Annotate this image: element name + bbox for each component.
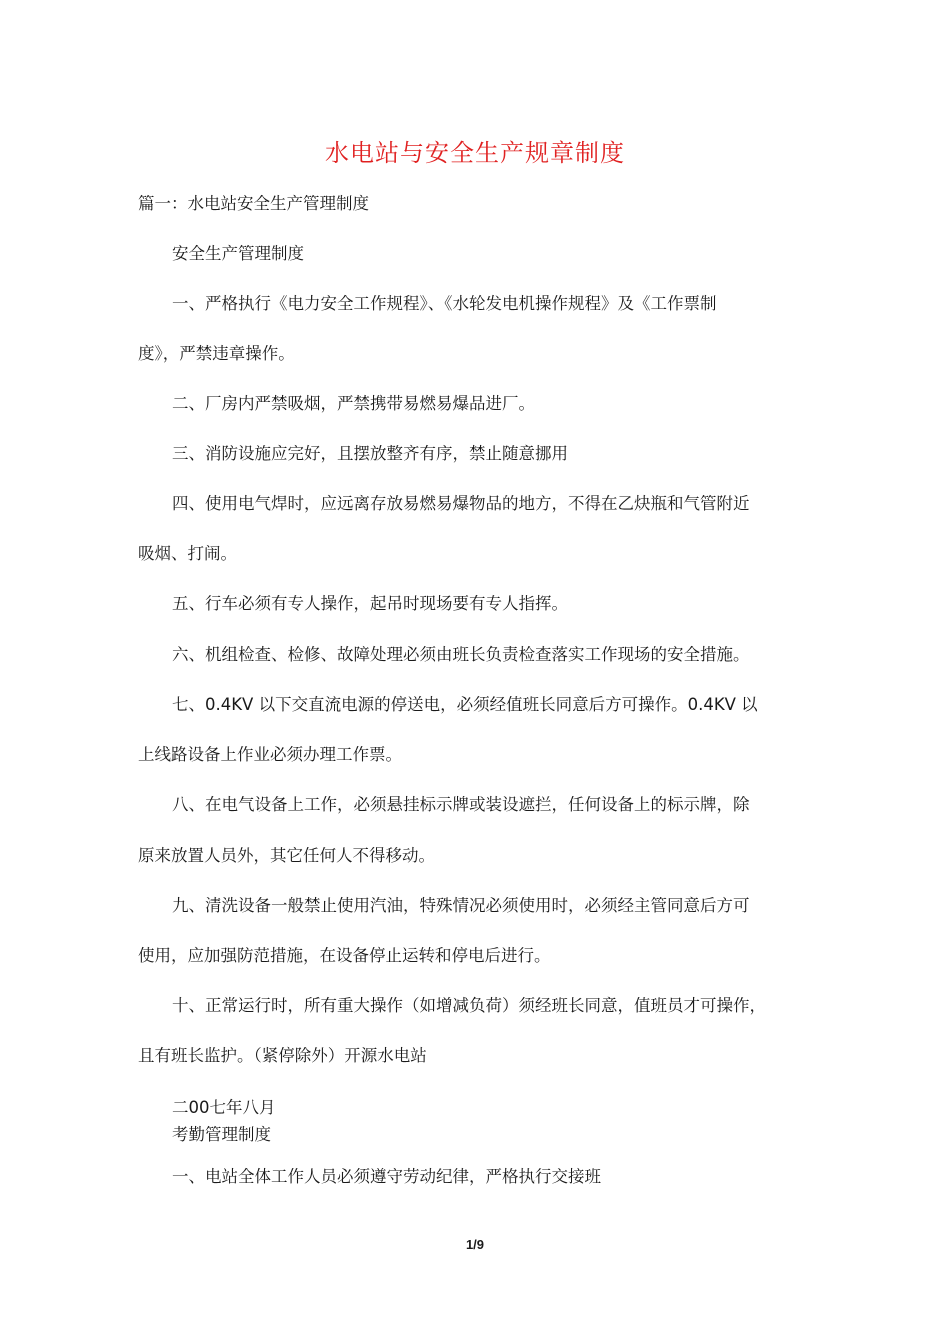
date-line: 二00七年八月 xyxy=(172,1098,276,1117)
paragraph-line: 二、厂房内严禁吸烟，严禁携带易燃易爆品进厂。 xyxy=(172,394,535,413)
paragraph-line: 吸烟、打闹。 xyxy=(138,544,237,563)
section-heading: 篇一：水电站安全生产管理制度 xyxy=(138,194,369,213)
paragraph-line: 六、机组检查、检修、故障处理必须由班长负责检查落实工作现场的安全措施。 xyxy=(172,645,750,664)
paragraph-line: 七、0.4KV 以下交直流电源的停送电，必须经值班长同意后方可操作。0.4KV 以 xyxy=(172,695,758,714)
paragraph-line: 上线路设备上作业必须办理工作票。 xyxy=(138,745,402,764)
paragraph-line: 三、消防设施应完好，且摆放整齐有序，禁止随意挪用 xyxy=(172,444,568,463)
paragraph-line: 度》，严禁违章操作。 xyxy=(138,344,295,363)
paragraph-line: 八、在电气设备上工作，必须悬挂标示牌或装设遮拦，任何设备上的标示牌，除 xyxy=(172,795,750,814)
paragraph-line: 五、行车必须有专人操作，起吊时现场要有专人指挥。 xyxy=(172,594,568,613)
subsection-heading: 考勤管理制度 xyxy=(172,1125,271,1144)
paragraph-line: 一、电站全体工作人员必须遵守劳动纪律，严格执行交接班 xyxy=(172,1167,601,1186)
paragraph-line: 九、清洗设备一般禁止使用汽油，特殊情况必须使用时，必须经主管同意后方可 xyxy=(172,896,750,915)
paragraph-line: 四、使用电气焊时，应远离存放易燃易爆物品的地方，不得在乙炔瓶和气管附近 xyxy=(172,494,750,513)
paragraph-line: 十、正常运行时，所有重大操作（如增减负荷）须经班长同意，值班员才可操作， xyxy=(172,996,766,1015)
paragraph-line: 使用，应加强防范措施，在设备停止运转和停电后进行。 xyxy=(138,946,551,965)
subsection-heading: 安全生产管理制度 xyxy=(172,244,304,263)
page-number: 1/9 xyxy=(465,1237,485,1252)
paragraph-line: 且有班长监护。（紧停除外）开源水电站 xyxy=(138,1046,427,1065)
paragraph-line: 原来放置人员外，其它任何人不得移动。 xyxy=(138,846,435,865)
document-title: 水电站与安全生产规章制度 xyxy=(325,139,625,167)
paragraph-line: 一、严格执行《电力安全工作规程》、《水轮发电机操作规程》及《工作票制 xyxy=(172,294,717,313)
